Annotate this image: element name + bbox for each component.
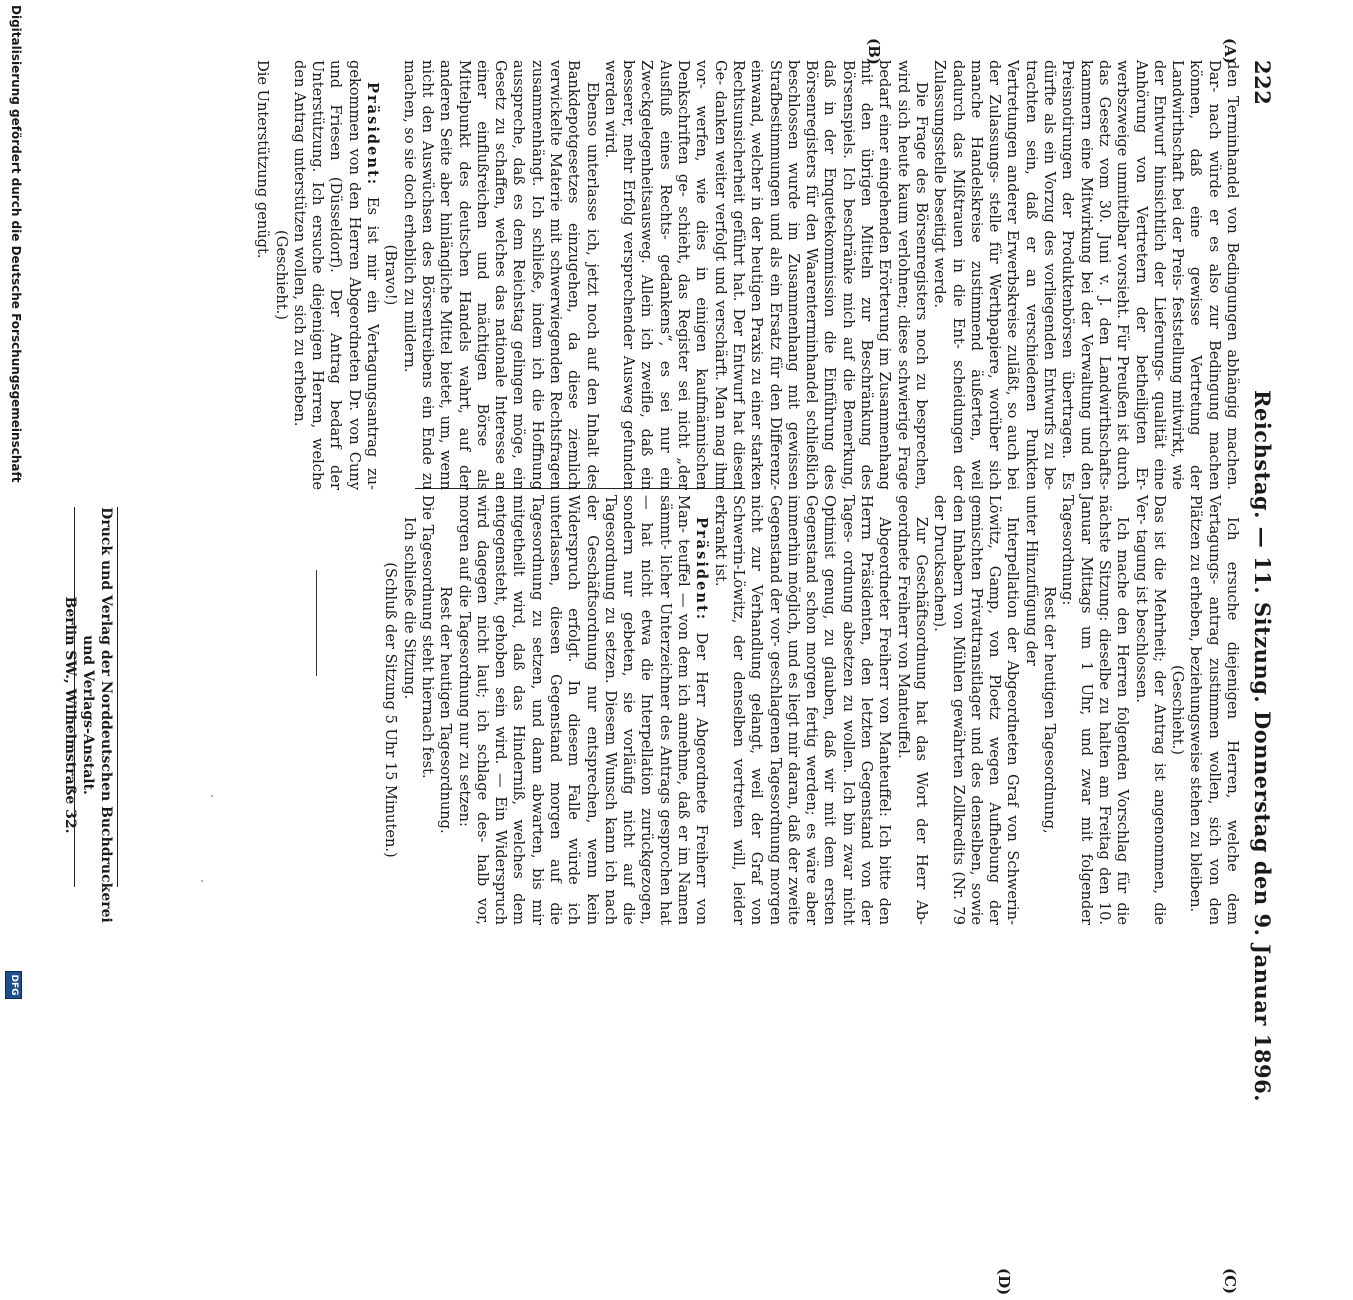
funding-note: Digitalisierung gefördert durch die Deutsche Forschungsgemeinschaft <box>9 5 23 483</box>
paragraph <box>1131 495 1168 925</box>
running-title: Reichstag. — 11. Sitzung. Donnerstag den 9. Januar 1896. <box>1250 390 1275 1103</box>
page-header <box>1247 60 1275 1300</box>
paragraph <box>601 60 930 490</box>
scan-speck <box>211 795 213 797</box>
scan-speck <box>201 880 203 882</box>
paragraph <box>454 495 710 925</box>
centered-line <box>381 60 399 490</box>
paragraph-text: den Terminhandel von Bedingungen abhängig machen. Dar- nach würde er es also zur Bedingung machen können, daß eine gewisse Vertretung der Landwirthschaft bei der Preis- feststellung mitwirkt, wie der Entwurf hinsichtlich der Lieferungs- qualität eine Anhörung von Vertretern der betheiligten Er- werbszweige unmittelbar vorsieht. Für Preußen ist durch das Gesetz vom 30. Juni v. J. den Landwirthschafts- kammern eine Mitwirkung bei der Verwaltung und den Preisnotirungen der Produktenbörsen übertragen. Es dürfte als ein Vorzug des vorliegenden Entwurfs zu be- trachten sein, daß er an verschiedenen Punkten Vertretungen anderer Erwerbskreise zuläßt, so auch bei der Zulassungs- stelle für Werthpapiere, worüber sich manche Handelskreise zustimmend äußerten, weil dadurch das Mißtrauen in die Ent- scheidungen der Zulassungsstelle beseitigt werde. <box>931 60 1241 490</box>
paragraph-text: Abgeordneter Freiherr von Manteuffel: Ich bitte den Herrn Präsidenten, den letzten Gegenstand von der Tages- ordnung absetzen zu wollen. Ich bin zwar nicht Optimist genug, zu glauben, daß wir mit dem ersten Gegenstand schon morgen fertig werden; es wäre aber immerhin möglich, und es liegt mir daran, daß der zweite Gegenstand der vor- geschlagenen Tagesordnung morgen nicht zur Verhandlung gelangt, weil der Graf von Schwerin-Löwitz, der denselben vertreten will, leider erkrankt ist. <box>711 495 894 925</box>
colophon-line: Druck und Verlag der Norddeutschen Buchdruckerei und Verlags-Anstalt. <box>80 507 114 923</box>
dfg-logo-icon: DFG <box>5 971 22 999</box>
right-column <box>381 495 1241 925</box>
paragraph-text: (Bravo!) <box>382 244 400 306</box>
paragraph-text: Die Tagesordnung steht hiernach fest. <box>418 495 436 779</box>
paragraph <box>930 495 1021 925</box>
colophon-line: Berlin SW., Wilhelmstraße 32. <box>62 596 78 834</box>
paragraph-text: (Schluß der Sitzung 5 Uhr 15 Minuten.) <box>382 562 400 858</box>
page-number: 222 <box>1250 60 1275 106</box>
centered-line <box>381 495 399 925</box>
paragraph-text: unter Hinzufügung der <box>1022 495 1040 666</box>
paragraph <box>399 495 417 925</box>
margin-mark-c: (C) <box>1221 1268 1239 1295</box>
centered-line <box>271 60 289 490</box>
column-divider <box>415 488 745 489</box>
paragraph <box>1186 495 1241 925</box>
margin-mark-d: (D) <box>995 1268 1013 1296</box>
centered-line <box>1040 495 1058 925</box>
paragraph <box>399 60 600 490</box>
paragraph-text: Es ist mir ein Vertagungsantrag zu- gekommen von den Herren Abgeordneten Dr. von Cuny und Friesen (Düsseldorf). Der Antrag bedarf der Unterstützung. Ich ersuche diejenigen Herren, welche den Antrag unterstützen wollen, sich zu erheben. <box>290 60 382 490</box>
paragraph-text: Das ist die Mehrheit; der Antrag ist angenommen, die Ver- tagung ist beschlossen. <box>1132 495 1168 925</box>
speaker-name: Präsident: <box>364 82 382 187</box>
paragraph <box>1021 495 1039 925</box>
paragraph <box>290 60 381 490</box>
paragraph <box>418 495 436 925</box>
colophon-rule-bottom <box>74 507 75 887</box>
paragraph-text: (Geschieht.) <box>1169 665 1187 755</box>
margin-mark-b: (B) <box>865 38 883 65</box>
scan-mark-line <box>316 570 317 676</box>
colophon <box>61 500 115 930</box>
paragraph-text: Interpellation der Abgeordneten Graf von Schwerin- Löwitz, Gamp, von Ploetz wegen Aufhebung der gemischten Privattransitlager und des denselben, sowie den Inhabern von Mühlen gewährten Zollkredits (Nr. 79 der Drucksachen). <box>931 495 1022 925</box>
paragraph-text: Der Herr Abgeordnete Freiherr von Man- teuffel — von dem ich annehme, daß er im Namen sämmt- licher Unterzeichner des Antrags gesprochen hat — hat nicht etwa die Interpellation zurückgezogen, sondern nur gebeten, sie vorläufig nicht auf die Tagesordnung zu setzen. Diesem Wunsch kann ich nach der Geschäftsordnung nur entsprechen, wenn kein Widerspruch erfolgt. In diesem Falle würde ich unterlassen, diesen Gegenstand morgen auf die Tagesordnung zu setzen, und dann abwarten, bis mir mitgetheilt wird, daß das Hinderniß, welches dem entgegensteht, gehoben sein wird. — Ein Widerspruch wird dagegen nicht laut; ich schlage des- halb vor, morgen auf die Tagesordnung nur zu setzen: <box>455 495 711 925</box>
paragraph-text: Ich schließe die Sitzung. <box>400 517 418 700</box>
paragraph-text: Ich ersuche diejenigen Herren, welche dem Vertagungs- antrag zustimmen wollen, sich von den Plätzen zu erheben, beziehungsweise stehen zu bleiben. <box>1187 495 1241 925</box>
paragraph-text: (Geschieht.) <box>272 230 290 320</box>
paragraph-text: Ich mache den Herren folgenden Vorschlag für die nächste Sitzung: dieselbe zu halten am Freitag den 10. Januar Mittags um 1 Uhr, und zwar mit folgender Tagesordnung: <box>1059 495 1132 925</box>
paragraph-text: Rest der heutigen Tagesordnung. <box>437 586 455 834</box>
colophon-rule-top <box>117 507 118 887</box>
digitization-footer <box>5 5 23 995</box>
paragraph <box>1058 495 1131 925</box>
paragraph <box>253 60 271 490</box>
paragraph-text: Die Unterstützung genügt. <box>254 60 272 259</box>
centered-line <box>1168 495 1186 925</box>
paragraph-text: Rest der heutigen Tagesordnung, <box>1041 586 1059 834</box>
paragraph-text: Die Frage des Börsenregisters noch zu besprechen, wird sich heute kaum verlohnen; diese schwierige Frage bedarf einer eingehenden Erörterung im Zusammenhang mit den übrigen Mitteln zur Beschränkung des Börsenspiels. Ich beschränke mich auf die Bemerkung, daß in der Enquetekommission die Einführung des Börsenregisters für den Waarenterminhandel schließlich beschlossen wurde im Zusammenhang mit gewissen Strafbestimmungen und als ein Ersatz für den Differenz- einwand, welcher in der heutigen Praxis zu einer starken Rechtsunsicherheit geführt hat. Der Entwurf hat diesen Ge- danken weiter verfolgt und verschärft. Man mag ihm vor- werfen, wie dies in einigen kaufmännischen Denkschriften ge- schieht, das Register sei nicht „der Ausfluß eines Rechts- gedankens“, es sei nur ein Zweckgelegenheitsausweg. Allein ich zweifle, daß ein besserer, mehr Erfolg versprechender Ausweg gefunden werden wird. <box>601 60 930 490</box>
paragraph-text: Ebenso unterlasse ich, jetzt noch auf den Inhalt des Bankdepotgesetzes einzugehen, da diese ziemlich verwickelte Materie mit schwerwiegenden Rechtsfragen zusammenhängt. Ich schließe, indem ich die Hoffnung ausspreche, daß es dem Reichstag gelingen möge, ein Gesetz zu schaffen, welches das nationale Interesse an einer einflußreichen und mächtigen Börse als Mittelpunkt des deutschen Handels wahrt, auf der anderen Seite aber hinlängliche Mittel bietet, um, wenn nicht den Auswüchsen des Börsentreibens ein Ende zu machen, so sie doch erheblich zu mildern. <box>400 60 601 490</box>
paragraph <box>893 495 930 925</box>
paragraph <box>930 60 1241 490</box>
centered-line <box>436 495 454 925</box>
paragraph-text: Zur Geschäftsordnung hat das Wort der Herr Ab- geordnete Freiherr von Manteuffel. <box>894 495 930 925</box>
left-column <box>253 60 1241 490</box>
paragraph <box>710 495 893 925</box>
speaker-name: Präsident: <box>693 517 711 622</box>
margin-mark-a: (A) <box>1221 38 1239 64</box>
